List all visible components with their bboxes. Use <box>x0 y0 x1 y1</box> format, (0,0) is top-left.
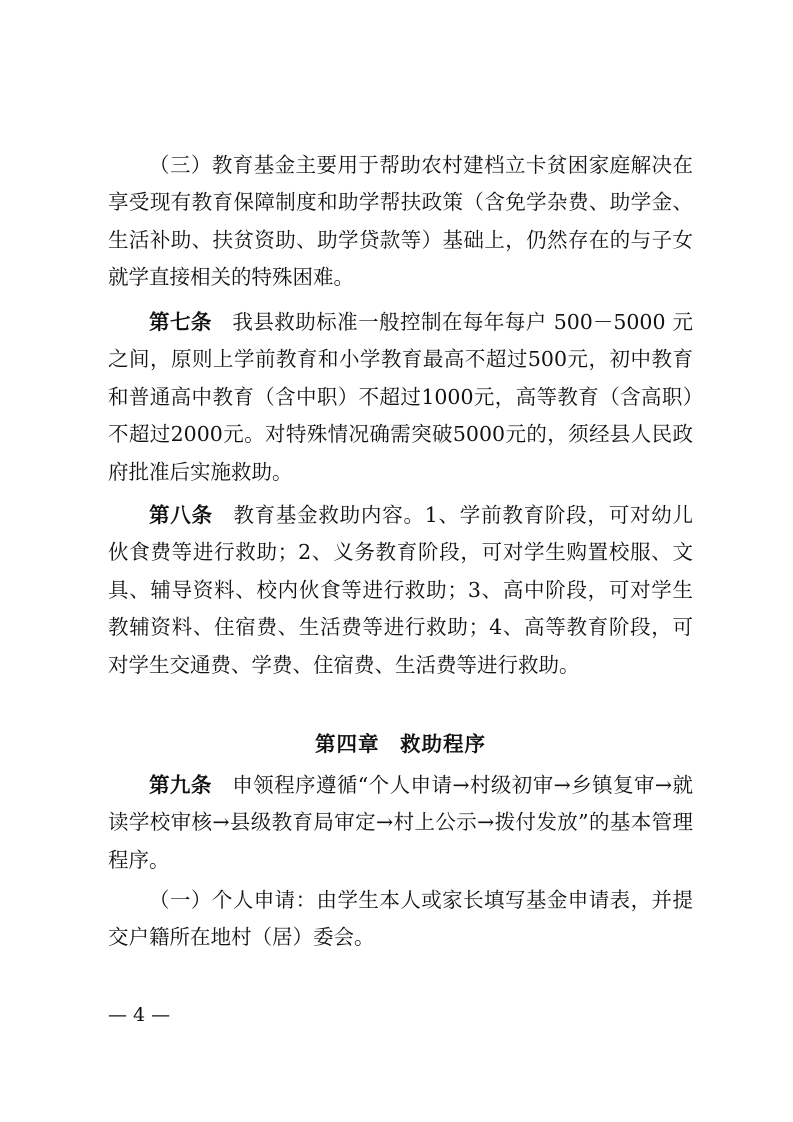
page-number: — 4 — <box>108 1004 171 1026</box>
paragraph-clause-3: （三）教育基金主要用于帮助农村建档立卡贫困家庭解决在享受现有教育保障制度和助学帮扶政策（含免学杂费、助学金、生活补助、扶贫资助、助学贷款等）基础上，仍然存在的与子女就学直接相关的特殊困难。 <box>108 153 693 290</box>
paragraph-clause-1: （一）个人申请：由学生本人或家长填写基金申请表，并提交户籍所在地村（居）委会。 <box>108 888 693 950</box>
paragraph-article-9 <box>108 767 693 879</box>
article-8-label: 第八条 <box>149 503 213 527</box>
article-7-text: 我县救助标准一般控制在每年每户 500－5000 元之间，原则上学前教育和小学教育最高不超过500元，初中教育和普通高中教育（含中职）不超过1000元，高等教育（含高职）不超过2000元。对特殊情况确需突破5000元的，须经县人民政府批准后实施救助。 <box>108 310 693 484</box>
paragraph-article-7 <box>108 304 693 491</box>
chapter-heading <box>108 727 693 757</box>
chapter-title: 救助程序 <box>400 732 486 756</box>
article-7-label: 第七条 <box>149 310 212 334</box>
article-9-label: 第九条 <box>149 773 212 797</box>
article-8-text: 教育基金救助内容。1、学前教育阶段，可对幼儿伙食费等进行救助；2、义务教育阶段，可对学生购置校服、文具、辅导资料、校内伙食等进行救助；3、高中阶段，可对学生教辅资料、住宿费、生活费等进行救助；4、高等教育阶段，可对学生交通费、学费、住宿费、生活费等进行救助。 <box>108 503 694 677</box>
paragraph-article-8 <box>108 497 693 684</box>
chapter-number: 第四章 <box>315 732 380 756</box>
article-9-text: 申领程序遵循“个人申请→村级初审→乡镇复审→就读学校审核→县级教育局审定→村上公示→拨付发放”的基本管理程序。 <box>108 773 694 872</box>
